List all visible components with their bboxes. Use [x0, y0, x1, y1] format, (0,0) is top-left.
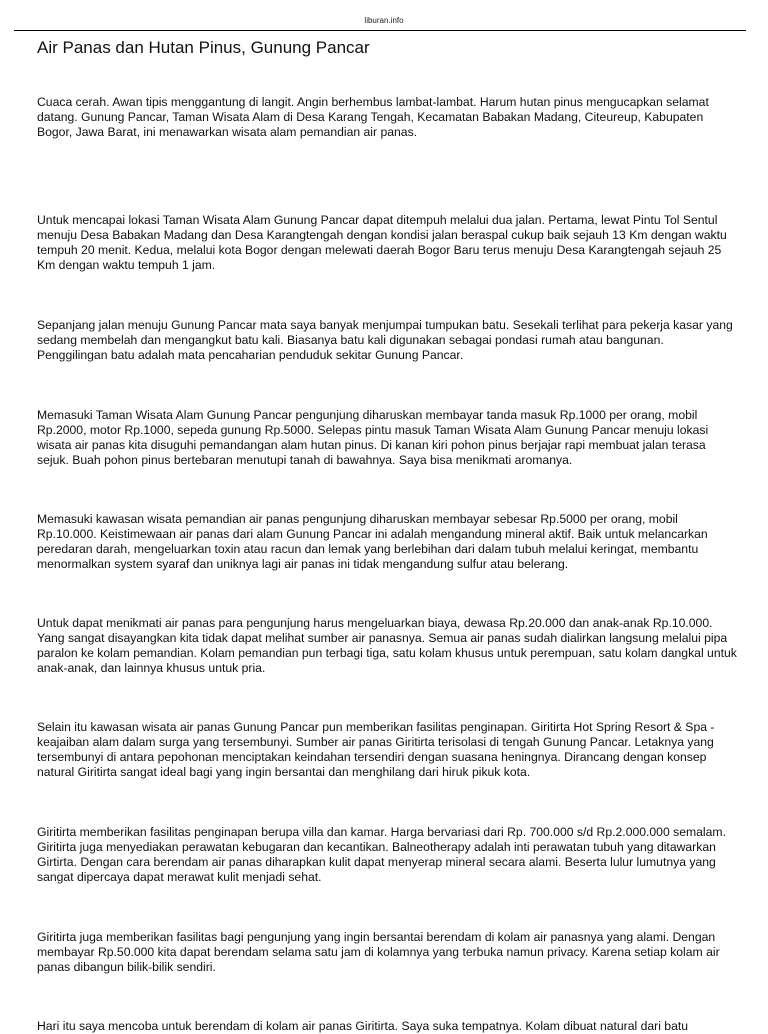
paragraph-3: Sepanjang jalan menuju Gunung Pancar mata saya banyak menjumpai tumpukan batu. Sesekali terlihat para pekerja kasar yang sedang membelah dan mengangkut batu kali. Biasanya batu kali digunakan sebagai pondasi rumah atau bangunan. Penggilingan batu adalah mata pencaharian penduduk sekitar Gunung Pancar.: [37, 318, 733, 362]
site-header: liburan.info: [364, 16, 404, 25]
paragraph-5: Memasuki kawasan wisata pemandian air panas pengunjung diharuskan membayar sebesar Rp.5000 per orang, mobil Rp.10.000. Keistimewaan air panas dari alam Gunung Pancar ini adalah mengandung mineral aktif. Baik untuk melancarkan peredaran darah, mengeluarkan toxin atau racun dan lemak yang berlebihan dari dalam tubuh melalui keringat, membantu menormalkan system syaraf dan uniknya lagi air panas ini tidak mengandung sulfur atau belerang.: [37, 512, 708, 571]
paragraph-1: Cuaca cerah. Awan tipis menggantung di langit. Angin berhembus lambat-lambat. Harum hutan pinus mengucapkan selamat datang. Gunung Pancar, Taman Wisata Alam di Desa Karang Tengah, Kecamatan Babakan Madang, Citeureup, Kabupaten Bogor, Jawa Barat, ini menawarkan wisata alam pemandian air panas.: [37, 95, 709, 139]
paragraph-9: Giritirta juga memberikan fasilitas bagi pengunjung yang ingin bersantai berendam di kolam air panasnya yang alami. Dengan membayar Rp.50.000 kita dapat berendam selama satu jam di kolamnya yang terbuka namun privacy. Karena setiap kolam air panas dibangun bilik-bilik sendiri.: [37, 930, 720, 974]
paragraph-7: Selain itu kawasan wisata air panas Gunung Pancar pun memberikan fasilitas penginapan. Giritirta Hot Spring Resort & Spa -keajaiban alam dalam surga yang tersembunyi. Sumber air panas Giritirta terisolasi di tengah Gunung Pancar. Letaknya yang tersembunyi di antara pepohonan menciptakan keindahan tersendiri dengan suasana heningnya. Dirancang dengan konsep natural Giritirta sangat ideal bagi yang ingin bersantai dan menghilang dari hiruk pikuk kota.: [37, 720, 715, 779]
paragraph-10: Hari itu saya mencoba untuk berendam di kolam air panas Giritirta. Saya suka tempatnya. Kolam dibuat natural dari batu: [37, 1019, 689, 1033]
paragraph-8: Giritirta memberikan fasilitas penginapan berupa villa dan kamar. Harga bervariasi dari Rp. 700.000 s/d Rp.2.000.000 semalam. Giritirta juga menyediakan perawatan kebugaran dan kecantikan. Balneotherapy adalah inti perawatan tubuh yang ditawarkan Girtirta. Dengan cara berendam air panas diharapkan kulit dapat menyerap mineral secara alami. Beserta lulur lumutnya yang sangat dipercaya dapat merawat kulit menjadi sehat.: [37, 825, 726, 884]
header-divider: [14, 30, 746, 31]
page-title: Air Panas dan Hutan Pinus, Gunung Pancar: [37, 38, 370, 57]
paragraph-2: Untuk mencapai lokasi Taman Wisata Alam Gunung Pancar dapat ditempuh melalui dua jalan. Pertama, lewat Pintu Tol Sentul menuju Desa Babakan Madang dan Desa Karangtengah dengan kondisi jalan beraspal cukup baik sejauh 13 Km dengan waktu tempuh 20 menit. Kedua, melalui kota Bogor dengan melewati daerah Bogor Baru terus menuju Desa Karangtengah sejauh 25 Km dengan waktu tempuh 1 jam.: [37, 213, 727, 272]
paragraph-4: Memasuki Taman Wisata Alam Gunung Pancar pengunjung diharuskan membayar tanda masuk Rp.1000 per orang, mobil Rp.2000, motor Rp.1000, sepeda gunung Rp.5000. Selepas pintu masuk Taman Wisata Alam Gunung Pancar menuju lokasi wisata air panas kita disuguhi pemandangan alam hutan pinus. Di kanan kiri pohon pinus berjajar rapi membuat jalan terasa sejuk. Buah pohon pinus bertebaran menutupi tanah di bawahnya. Saya bisa menikmati aromanya.: [37, 408, 709, 467]
paragraph-6: Untuk dapat menikmati air panas para pengunjung harus mengeluarkan biaya, dewasa Rp.20.000 dan anak-anak Rp.10.000. Yang sangat disayangkan kita tidak dapat melihat sumber air panasnya. Semua air panas sudah dialirkan langsung melalui pipa paralon ke kolam pemandian. Kolam pemandian pun terbagi tiga, satu kolam khusus untuk perempuan, satu kolam dangkal untuk anak-anak, dan lainnya khusus untuk pria.: [37, 616, 737, 675]
